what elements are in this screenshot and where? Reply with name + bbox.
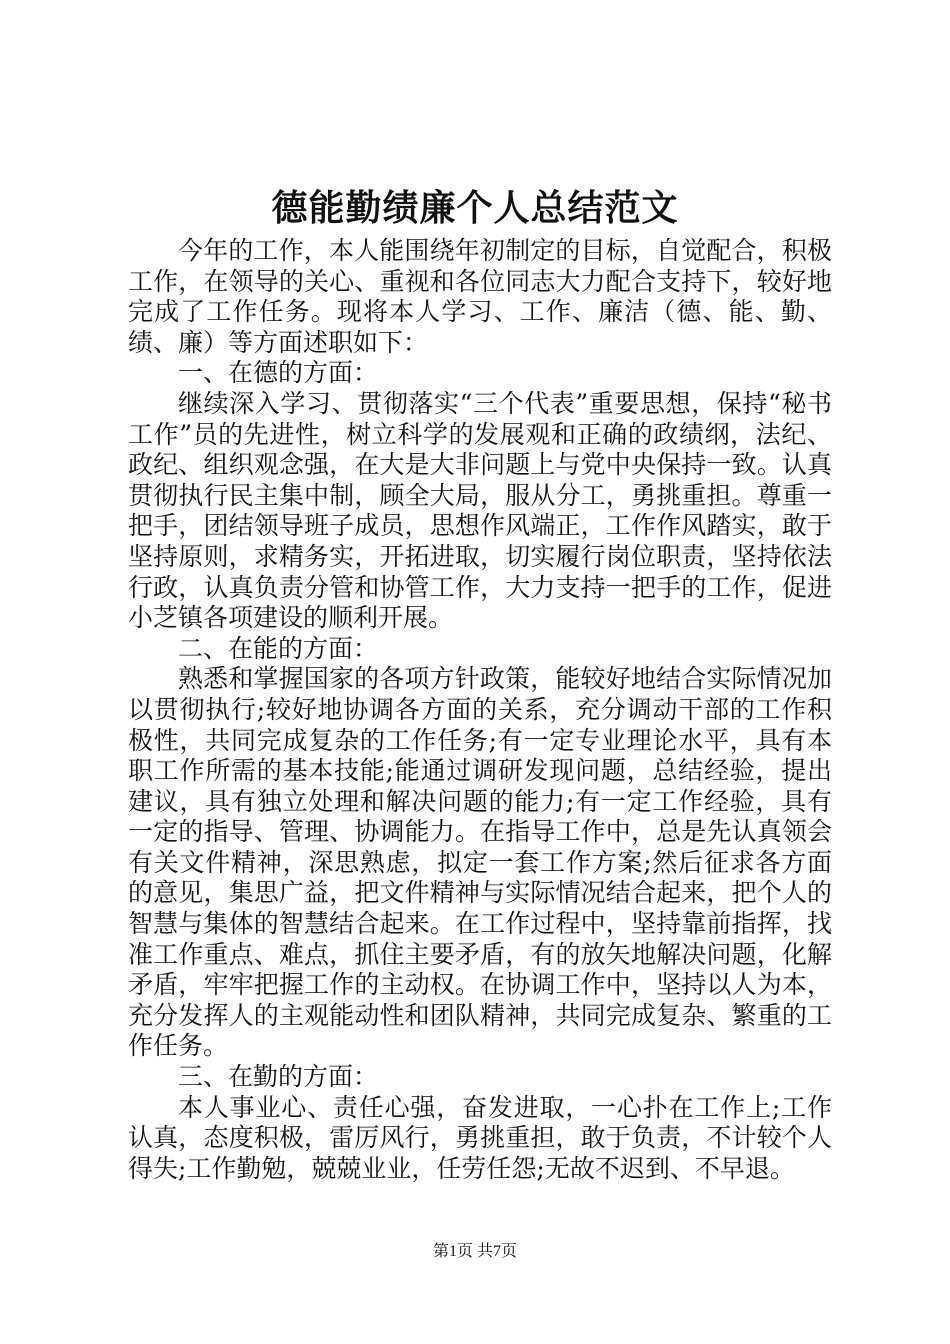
- section-body-de: 继续深入学习、贯彻落实“三个代表”重要思想，保持“秘书工作”员的先进性，树立科学的发展观和正确的政绩纲，法纪、政纪、组织观念强，在大是大非问题上与党中央保持一致。认真贯彻执行民主集中制，顾全大局，服从分工，勇挑重担。尊重一把手，团结领导班子成员，思想作风端正，工作作风踏实，敢于坚持原则，求精务实，开拓进取，切实履行岗位职责，坚持依法行政，认真负责分管和协管工作，大力支持一把手的工作，促进小芝镇各项建设的顺利开展。: [128, 388, 832, 633]
- section-heading-de: 一、在德的方面：: [178, 358, 379, 388]
- intro-paragraph: 今年的工作，本人能围绕年初制定的目标，自觉配合，积极工作，在领导的关心、重视和各位同志大力配合支持下，较好地完成了工作任务。现将本人学习、工作、廉洁（德、能、勤、绩、廉）等方面述职如下：: [128, 236, 832, 357]
- section-body-qin: 本人事业心、责任心强，奋发进取，一心扑在工作上;工作认真，态度积极，雷厉风行，勇挑重担，敢于负责，不计较个人得失;工作勤勉，兢兢业业，任劳任怨;无故不迟到、不早退。: [128, 1092, 832, 1183]
- document-body: [128, 236, 832, 1184]
- page-number-footer: 第1页 共7页: [432, 1243, 517, 1260]
- document-title: 德能勤绩廉个人总结范文: [271, 187, 679, 229]
- section-heading-neng: 二、在能的方面：: [178, 633, 379, 663]
- section-body-neng: 熟悉和掌握国家的各项方针政策，能较好地结合实际情况加以贯彻执行;较好地协调各方面的关系，充分调动干部的工作积极性，共同完成复杂的工作任务;有一定专业理论水平，具有本职工作所需的基本技能;能通过调研发现问题，总结经验，提出建议，具有独立处理和解决问题的能力;有一定工作经验，具有一定的指导、管理、协调能力。在指导工作中，总是先认真领会有关文件精神，深思熟虑，拟定一套工作方案;然后征求各方面的意见，集思广益，把文件精神与实际情况结合起来，把个人的智慧与集体的智慧结合起来。在工作过程中，坚持靠前指挥，找准工作重点、难点，抓住主要矛盾，有的放矢地解决问题，化解矛盾，牢牢把握工作的主动权。在协调工作中，坚持以人为本，充分发挥人的主观能动性和团队精神，共同完成复杂、繁重的工作任务。: [128, 664, 832, 1061]
- section-heading-qin: 三、在勤的方面：: [178, 1062, 379, 1092]
